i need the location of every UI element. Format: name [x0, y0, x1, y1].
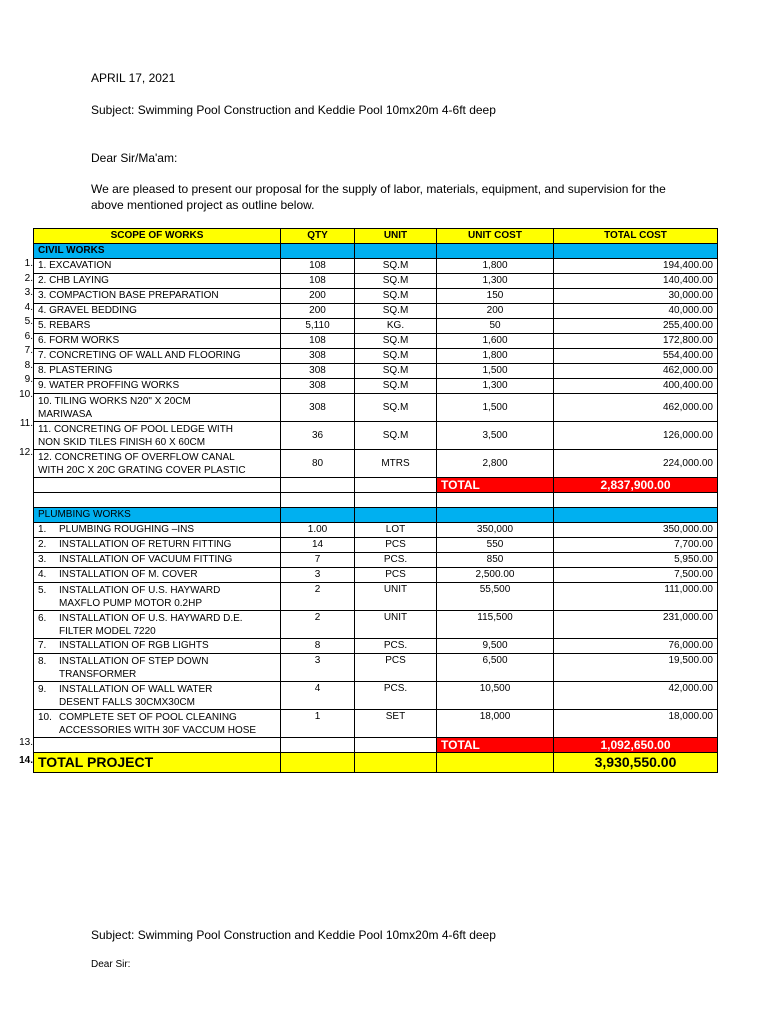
row-number: 4. — [24, 302, 33, 313]
cell-unit: UNIT — [355, 583, 437, 611]
row-number: 3. — [24, 287, 33, 298]
cell-qty: 3 — [281, 654, 355, 682]
cell-qty: 308 — [281, 379, 355, 394]
footer-subject: Subject: Swimming Pool Construction and Keddie Pool 10mx20m 4-6ft deep — [91, 928, 496, 942]
cell-total-cost: 140,400.00 — [554, 274, 718, 289]
cell-scope — [34, 394, 281, 422]
cell-total-cost: 255,400.00 — [554, 319, 718, 334]
cell-scope: 3. COMPACTION BASE PREPARATION — [34, 289, 281, 304]
item-number: 4. — [38, 569, 47, 580]
table-row — [34, 538, 718, 553]
cell-scope — [34, 450, 281, 478]
table-row — [34, 523, 718, 538]
scope-text: COMPLETE SET OF POOL CLEANING — [59, 711, 237, 723]
cell-total-cost: 400,400.00 — [554, 379, 718, 394]
scope-text: INSTALLATION OF STEP DOWN — [59, 655, 209, 667]
cell-scope: 8. PLASTERING — [34, 364, 281, 379]
cell-scope — [34, 583, 281, 611]
table-row — [34, 289, 718, 304]
cell-scope — [34, 682, 281, 710]
cell-unit-cost: 1,500 — [437, 364, 554, 379]
cell-unit-cost: 1,800 — [437, 259, 554, 274]
cell-unit-cost: 9,500 — [437, 639, 554, 654]
cell-unit-cost: 2,800 — [437, 450, 554, 478]
cell-scope — [34, 538, 281, 553]
plumbing-total-value: 1,092,650.00 — [554, 738, 718, 753]
item-number: 8. — [38, 655, 47, 667]
table-row — [34, 682, 718, 710]
cell-total-cost: 30,000.00 — [554, 289, 718, 304]
table-row — [34, 349, 718, 364]
table-row — [34, 710, 718, 738]
table-row — [34, 319, 718, 334]
cell-qty: 2 — [281, 611, 355, 639]
scope-line: 10. TILING WORKS N20" X 20CM — [38, 395, 191, 407]
scope-text: DESENT FALLS 30CMX30CM — [59, 696, 195, 708]
letter-intro: We are pleased to present our proposal for the supply of labor, materials, equipment, and supervision for the above mentioned project as outline below. — [91, 182, 666, 212]
table-row — [34, 553, 718, 568]
cell-unit-cost: 1,300 — [437, 274, 554, 289]
grand-total-value: 3,930,550.00 — [554, 753, 718, 773]
header-unit-cost: UNIT COST — [437, 229, 554, 244]
table-row — [34, 450, 718, 478]
cell-qty: 7 — [281, 553, 355, 568]
item-number: 1. — [38, 524, 47, 535]
cell-qty: 1 — [281, 710, 355, 738]
cell-unit-cost: 55,500 — [437, 583, 554, 611]
cell-scope: 9. WATER PROFFING WORKS — [34, 379, 281, 394]
table-row — [34, 259, 718, 274]
cell-scope — [34, 710, 281, 738]
cell-unit-cost: 1,500 — [437, 394, 554, 422]
footer-greeting: Dear Sir: — [91, 959, 131, 970]
cell-unit: PCS — [355, 568, 437, 583]
row-number: 2. — [24, 273, 33, 284]
civil-total-value: 2,837,900.00 — [554, 478, 718, 493]
cell-unit: SQ.M — [355, 394, 437, 422]
table-row — [34, 583, 718, 611]
cell-qty: 2 — [281, 583, 355, 611]
cell-unit-cost: 50 — [437, 319, 554, 334]
cell-unit: PCS. — [355, 682, 437, 710]
item-number: 7. — [38, 640, 47, 651]
cell-scope — [34, 639, 281, 654]
cell-unit: SQ.M — [355, 289, 437, 304]
scope-line: WITH 20C X 20C GRATING COVER PLASTIC — [38, 464, 246, 476]
cell-unit-cost: 2,500.00 — [437, 568, 554, 583]
table-row — [34, 611, 718, 639]
section-title-plumbing: PLUMBING WORKS — [34, 508, 281, 523]
letter-greeting: Dear Sir/Ma'am: — [91, 151, 178, 165]
section-row — [34, 244, 718, 259]
cell-unit: SQ.M — [355, 334, 437, 349]
cell-total-cost: 42,000.00 — [554, 682, 718, 710]
scope-text: INSTALLATION OF M. COVER — [59, 569, 198, 580]
cell-scope: 4. GRAVEL BEDDING — [34, 304, 281, 319]
scope-line: 12. CONCRETING OF OVERFLOW CANAL — [38, 451, 235, 463]
cell-scope: 7. CONCRETING OF WALL AND FLOORING — [34, 349, 281, 364]
section-row — [34, 508, 718, 523]
cell-total-cost: 7,700.00 — [554, 538, 718, 553]
item-number: 6. — [38, 612, 47, 624]
header-qty: QTY — [281, 229, 355, 244]
plumbing-total-label: TOTAL — [437, 738, 554, 753]
scope-text: INSTALLATION OF RETURN FITTING — [59, 539, 232, 550]
row-number: 13. — [19, 737, 33, 748]
scope-text: INSTALLATION OF VACUUM FITTING — [59, 554, 233, 565]
cell-qty: 3 — [281, 568, 355, 583]
cell-scope — [34, 553, 281, 568]
cell-qty: 8 — [281, 639, 355, 654]
cell-total-cost: 5,950.00 — [554, 553, 718, 568]
cell-qty: 108 — [281, 274, 355, 289]
section-title-civil: CIVIL WORKS — [34, 244, 281, 259]
cell-unit-cost: 350,000 — [437, 523, 554, 538]
table-row — [34, 364, 718, 379]
cell-unit: SQ.M — [355, 304, 437, 319]
cell-total-cost: 76,000.00 — [554, 639, 718, 654]
table-header-row — [34, 229, 718, 244]
row-number: 6. — [24, 331, 33, 342]
cell-scope — [34, 422, 281, 450]
cell-total-cost: 462,000.00 — [554, 364, 718, 379]
cell-qty: 5,110 — [281, 319, 355, 334]
cell-total-cost: 19,500.00 — [554, 654, 718, 682]
cell-unit: LOT — [355, 523, 437, 538]
cell-total-cost: 172,800.00 — [554, 334, 718, 349]
cell-total-cost: 7,500.00 — [554, 568, 718, 583]
cell-unit: PCS — [355, 654, 437, 682]
row-number: 12. — [19, 447, 33, 458]
grand-total-row — [34, 753, 718, 773]
cell-scope: 2. CHB LAYING — [34, 274, 281, 289]
header-total-cost: TOTAL COST — [554, 229, 718, 244]
cell-total-cost: 126,000.00 — [554, 422, 718, 450]
table-row — [34, 394, 718, 422]
cell-qty: 308 — [281, 364, 355, 379]
cell-total-cost: 350,000.00 — [554, 523, 718, 538]
cell-scope — [34, 611, 281, 639]
header-scope: SCOPE OF WORKS — [34, 229, 281, 244]
cost-table — [33, 228, 718, 773]
cell-qty: 36 — [281, 422, 355, 450]
plumbing-total-row — [34, 738, 718, 753]
cell-total-cost: 224,000.00 — [554, 450, 718, 478]
scope-text: INSTALLATION OF WALL WATER — [59, 683, 213, 695]
cell-unit: UNIT — [355, 611, 437, 639]
cell-total-cost: 194,400.00 — [554, 259, 718, 274]
table-row — [34, 304, 718, 319]
cell-unit: PCS. — [355, 639, 437, 654]
cell-qty: 1.00 — [281, 523, 355, 538]
cell-qty: 4 — [281, 682, 355, 710]
scope-text: ACCESSORIES WITH 30F VACCUM HOSE — [59, 724, 257, 736]
header-unit: UNIT — [355, 229, 437, 244]
table-row — [34, 568, 718, 583]
cell-total-cost: 462,000.00 — [554, 394, 718, 422]
scope-text: INSTALLATION OF U.S. HAYWARD D.E. — [59, 612, 243, 624]
cell-scope — [34, 523, 281, 538]
cell-scope: 1. EXCAVATION — [34, 259, 281, 274]
cell-qty: 14 — [281, 538, 355, 553]
cell-unit-cost: 150 — [437, 289, 554, 304]
table-row — [34, 274, 718, 289]
cell-total-cost: 18,000.00 — [554, 710, 718, 738]
scope-line: NON SKID TILES FINISH 60 X 60CM — [38, 436, 206, 448]
item-number: 9. — [38, 683, 47, 695]
row-number: 1. — [24, 258, 33, 269]
cell-unit-cost: 115,500 — [437, 611, 554, 639]
cell-qty: 200 — [281, 304, 355, 319]
cell-unit-cost: 1,600 — [437, 334, 554, 349]
cell-unit: SQ.M — [355, 422, 437, 450]
scope-text: TRANSFORMER — [59, 668, 137, 680]
cell-unit: PCS. — [355, 553, 437, 568]
cell-unit-cost: 18,000 — [437, 710, 554, 738]
scope-text: FILTER MODEL 7220 — [59, 625, 156, 637]
item-number: 3. — [38, 554, 47, 565]
cell-unit: SQ.M — [355, 379, 437, 394]
scope-text: INSTALLATION OF RGB LIGHTS — [59, 640, 209, 651]
cell-unit: KG. — [355, 319, 437, 334]
item-number: 10. — [38, 711, 52, 723]
row-number: 9. — [24, 374, 33, 385]
table-row — [34, 639, 718, 654]
cell-unit-cost: 3,500 — [437, 422, 554, 450]
cell-qty: 308 — [281, 394, 355, 422]
cell-unit: SQ.M — [355, 364, 437, 379]
cell-unit: SET — [355, 710, 437, 738]
cell-unit-cost: 850 — [437, 553, 554, 568]
cell-unit: SQ.M — [355, 274, 437, 289]
cell-scope — [34, 654, 281, 682]
scope-line: 11. CONCRETING OF POOL LEDGE WITH — [38, 423, 234, 435]
cell-unit-cost: 6,500 — [437, 654, 554, 682]
cell-unit-cost: 10,500 — [437, 682, 554, 710]
cell-qty: 308 — [281, 349, 355, 364]
cell-unit: MTRS — [355, 450, 437, 478]
civil-total-label: TOTAL — [437, 478, 554, 493]
letter-subject: Subject: Swimming Pool Construction and Keddie Pool 10mx20m 4-6ft deep — [91, 103, 496, 117]
row-number: 11. — [19, 418, 33, 429]
cell-unit: PCS — [355, 538, 437, 553]
cell-total-cost: 231,000.00 — [554, 611, 718, 639]
cell-unit: SQ.M — [355, 259, 437, 274]
cell-scope — [34, 568, 281, 583]
table-row — [34, 334, 718, 349]
row-number: 14. — [19, 755, 33, 766]
cell-scope: 5. REBARS — [34, 319, 281, 334]
cell-unit: SQ.M — [355, 349, 437, 364]
scope-line: MARIWASA — [38, 408, 93, 420]
item-number: 2. — [38, 539, 47, 550]
cell-unit-cost: 200 — [437, 304, 554, 319]
cell-unit-cost: 1,300 — [437, 379, 554, 394]
grand-total-label: TOTAL PROJECT — [34, 753, 281, 773]
row-number: 8. — [24, 360, 33, 371]
cell-qty: 108 — [281, 259, 355, 274]
cell-total-cost: 40,000.00 — [554, 304, 718, 319]
cell-scope: 6. FORM WORKS — [34, 334, 281, 349]
row-number: 7. — [24, 345, 33, 356]
cell-qty: 200 — [281, 289, 355, 304]
row-number: 5. — [24, 316, 33, 327]
table-row — [34, 654, 718, 682]
cell-total-cost: 111,000.00 — [554, 583, 718, 611]
civil-total-row — [34, 478, 718, 493]
scope-text: MAXFLO PUMP MOTOR 0.2HP — [59, 597, 202, 609]
letter-date: APRIL 17, 2021 — [91, 71, 176, 85]
cell-unit-cost: 550 — [437, 538, 554, 553]
item-number: 5. — [38, 584, 47, 596]
blank-row — [34, 493, 718, 508]
row-number: 10. — [19, 389, 33, 400]
table-row — [34, 422, 718, 450]
cell-total-cost: 554,400.00 — [554, 349, 718, 364]
scope-text: PLUMBING ROUGHING –INS — [59, 524, 195, 535]
cell-qty: 80 — [281, 450, 355, 478]
table-row — [34, 379, 718, 394]
scope-text: INSTALLATION OF U.S. HAYWARD — [59, 584, 221, 596]
cell-qty: 108 — [281, 334, 355, 349]
cell-unit-cost: 1,800 — [437, 349, 554, 364]
